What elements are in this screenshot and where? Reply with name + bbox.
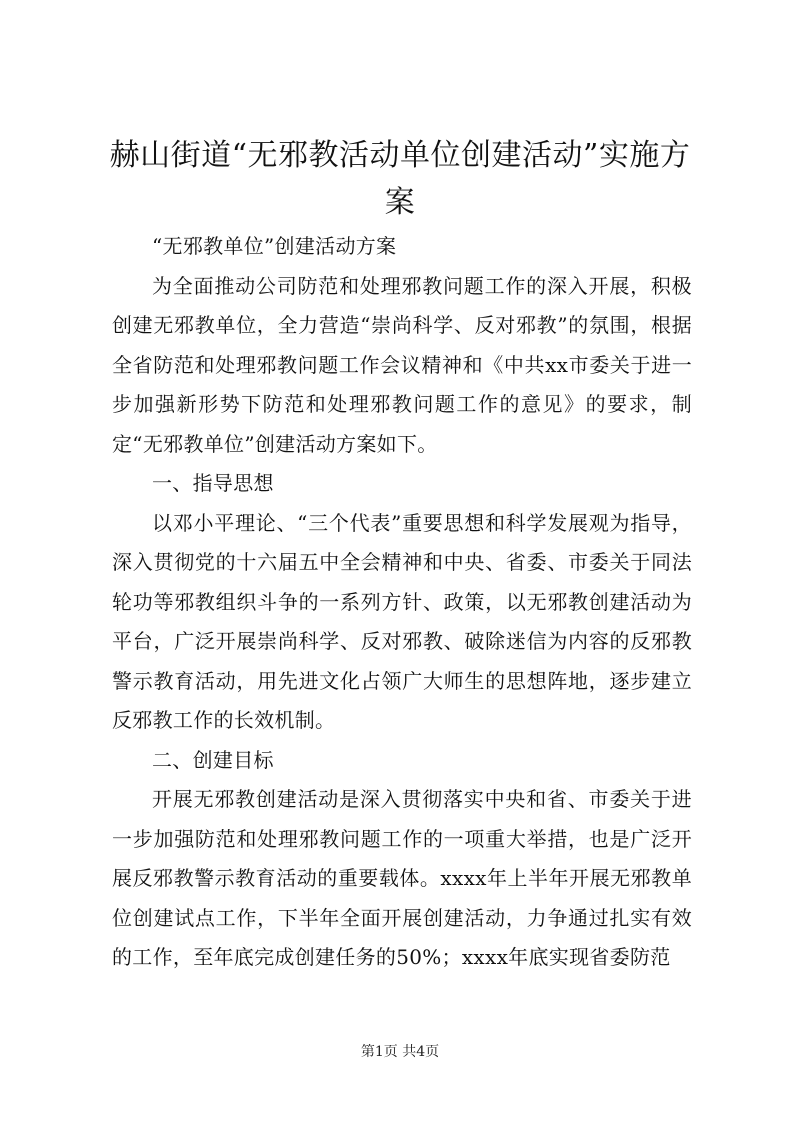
- document-body: [112, 227, 692, 978]
- guiding-thought-paragraph: 以邓小平理论、“三个代表”重要思想和科学发展观为指导，深入贯彻党的十六届五中全会精神和中央、省委、市委关于同法轮功等邪教组织斗争的一系列方针、政策，以无邪教创建活动为平台，广泛开展崇尚科学、反对邪教、破除迷信为内容的反邪教警示教育活动，用先进文化占领广大师生的思想阵地，逐步建立反邪教工作的长效机制。: [112, 510, 692, 732]
- page-footer: 第1页 共4页: [360, 1044, 440, 1060]
- intro-paragraph: 为全面推动公司防范和处理邪教问题工作的深入开展，积极创建无邪教单位，全力营造“崇尚科学、反对邪教”的氛围，根据全省防范和处理邪教问题工作会议精神和《中共xx市委关于进一步加强新形势下防范和处理邪教问题工作的意见》的要求，制定“无邪教单位”创建活动方案如下。: [112, 273, 692, 456]
- document-title: 赫山街道“无邪教活动单位创建活动”实施方案: [109, 138, 691, 220]
- subtitle-paragraph: “无邪教单位”创建活动方案: [152, 234, 397, 258]
- section-heading-goals: 二、创建目标: [152, 747, 274, 772]
- section-heading-guiding-thought: 一、指导思想: [152, 471, 274, 495]
- goals-paragraph: 开展无邪教创建活动是深入贯彻落实中央和省、市委关于进一步加强防范和处理邪教问题工作的一项重大举措，也是广泛开展反邪教警示教育活动的重要载体。xxxx年上半年开展无邪教单位创建试点工作，下半年全面开展创建活动，力争通过扎实有效的工作，至年底完成创建任务的50%；xxxx年底实现省委防范: [112, 787, 692, 969]
